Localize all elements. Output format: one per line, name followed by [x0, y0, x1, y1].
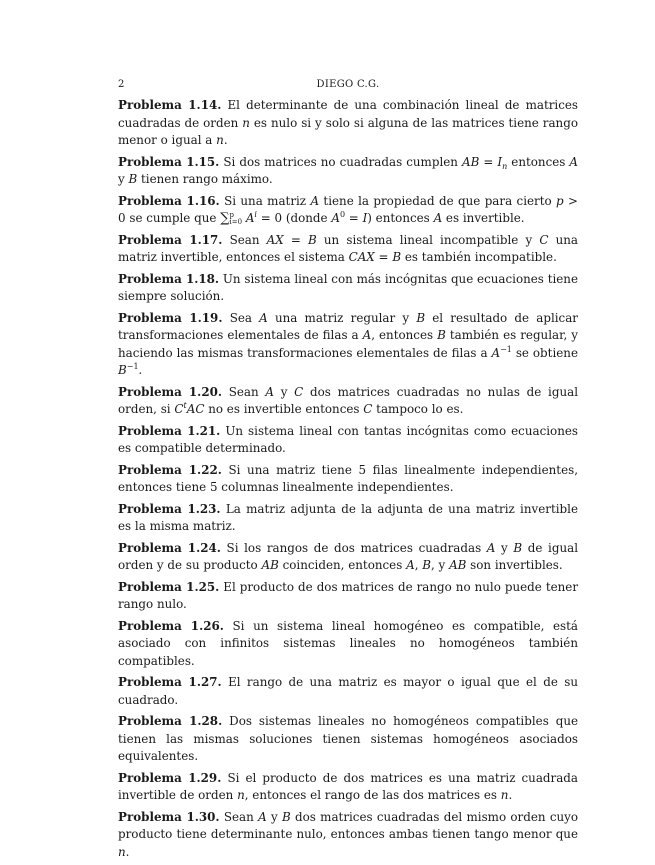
problem-text: Si dos matrices no cuadradas cumplen AB = $I_n$ entonces A y B tienen rango máximo. — [118, 154, 578, 186]
problem-text: Sea A una matriz regular y B el resultado de aplicar transformaciones elementales de filas a A, entonces B también es regular, y haciendo las mismas transformaciones elementales de filas a $A^{-1}$ se obtiene $B^{-1}$. — [118, 310, 578, 377]
problem-1-21 — [118, 423, 578, 458]
problem-label: Problema 1.21. — [118, 423, 221, 438]
problem-list — [118, 97, 578, 865]
problem-1-30 — [118, 809, 578, 862]
problem-text: Un sistema lineal con tantas incógnitas como ecuaciones es compatible determinado. — [118, 423, 578, 455]
problem-label: Problema 1.27. — [118, 675, 222, 689]
problem-label: Problema 1.28. — [118, 714, 223, 728]
problem-text: Si un sistema lineal homogéneo es compatible, está asociado con infinitos sistemas lineales no homogéneos también compatibles. — [118, 618, 579, 668]
problem-label: Problema 1.22. — [118, 462, 222, 477]
problem-1-25 — [118, 579, 578, 614]
problem-text: El rango de una matriz es mayor o igual que el de su cuadrado. — [118, 675, 579, 707]
problem-label: Problema 1.14. — [118, 98, 222, 112]
problem-1-26 — [118, 618, 578, 671]
problem-1-29 — [118, 770, 578, 805]
problem-1-22 — [118, 462, 578, 497]
problem-label: Problema 1.17. — [118, 232, 223, 247]
problem-1-16 — [118, 193, 578, 228]
problem-label: Problema 1.15. — [118, 154, 220, 169]
problem-label: Problema 1.23. — [118, 501, 221, 516]
running-head: DIEGO C.G. — [316, 79, 380, 90]
problem-text: Sean A y B dos matrices cuadradas del mismo orden cuyo producto tiene determinante nulo, entonces ambas tienen tango menor que n. — [118, 809, 579, 859]
problem-text: Un sistema lineal con más incógnitas que ecuaciones tiene siempre solución. — [118, 271, 579, 303]
problem-text: Sean AX = B un sistema lineal incompatible y C una matriz invertible, entonces el sistema CAX = B es también incompatible. — [118, 232, 579, 264]
problem-1-23 — [118, 501, 578, 536]
problem-label: Problema 1.26. — [118, 618, 224, 633]
problem-label: Problema 1.16. — [118, 193, 220, 208]
problem-text: El producto de dos matrices de rango no nulo puede tener rango nulo. — [118, 579, 579, 611]
problem-label: Problema 1.18. — [118, 271, 220, 286]
problem-1-17 — [118, 232, 578, 267]
problem-1-28 — [118, 713, 578, 766]
problem-label: Problema 1.19. — [118, 310, 223, 325]
problem-label: Problema 1.29. — [118, 770, 222, 785]
problem-1-19 — [118, 310, 578, 380]
problem-label: Problema 1.25. — [118, 579, 220, 594]
problem-text: Si el producto de dos matrices es una matriz cuadrada invertible de orden n, entonces el rango de las dos matrices es n. — [118, 770, 579, 802]
problem-text: La matriz adjunta de la adjunta de una matriz invertible es la misma matriz. — [118, 501, 578, 533]
problem-text: Dos sistemas lineales no homogéneos compatibles que tienen las mismas soluciones tienen sistemas homogéneos asociados equivalentes. — [118, 714, 579, 763]
problem-label: Problema 1.24. — [118, 540, 221, 555]
page-number: 2 — [118, 79, 125, 90]
problem-text: Si los rangos de dos matrices cuadradas A y B de igual orden y de su producto AB coinciden, entonces A, B, y AB son invertibles. — [118, 540, 578, 572]
problem-label: Problema 1.20. — [118, 384, 223, 399]
problem-1-27 — [118, 674, 578, 709]
problem-text: Si una matriz tiene 5 filas linealmente independientes, entonces tiene 5 columnas linealmente independientes. — [118, 462, 578, 494]
problem-1-15 — [118, 154, 578, 189]
problem-1-18 — [118, 271, 578, 306]
problem-text: El determinante de una combinación lineal de matrices cuadradas de orden n es nulo si y solo si alguna de las matrices tiene rango menor o igual a n. — [118, 98, 579, 147]
page-header — [118, 78, 578, 92]
problem-text: Si una matriz A tiene la propiedad de que para cierto p > 0 se cumple que ∑ p i=0 $A^i = 0$ (donde $A^0 = I$) entonces A es invertible. — [118, 193, 579, 226]
problem-1-20 — [118, 384, 578, 419]
problem-label: Problema 1.30. — [118, 809, 220, 824]
problem-text: Sean A y C dos matrices cuadradas no nulas de igual orden, si $C^tAC$ no es invertible entonces C tampoco lo es. — [118, 384, 579, 416]
problem-1-24 — [118, 540, 578, 575]
problem-1-14 — [118, 97, 578, 150]
